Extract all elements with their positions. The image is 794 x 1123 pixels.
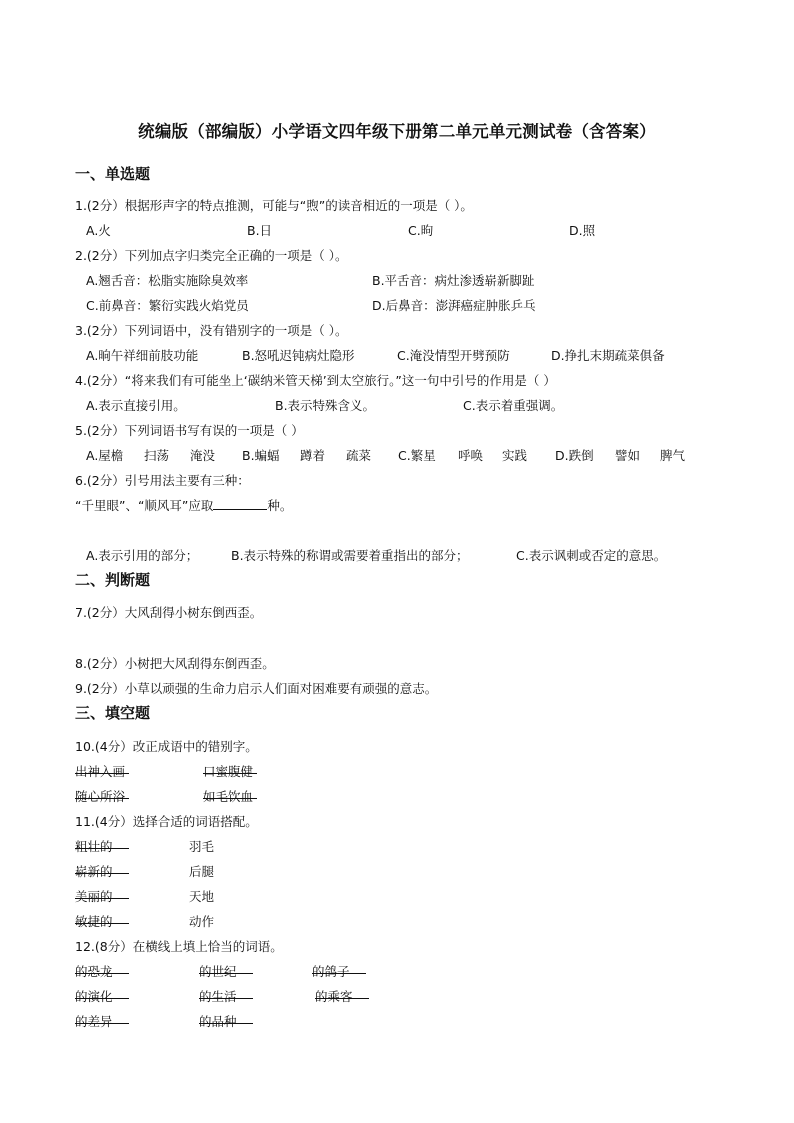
option-word: 脾气 (660, 448, 686, 463)
option-word: 呼唤 (458, 448, 484, 463)
question-2-options-row1 (86, 271, 746, 289)
option: C.表示着重强调。 (463, 398, 564, 413)
option: A.晌午祥细前肢功能 (86, 348, 199, 363)
question-10-row1: 出神入画 口蜜腹健 (75, 762, 735, 780)
question-12-row3: 的差异 的品种 (75, 1012, 735, 1030)
answer-blank[interactable] (75, 862, 129, 874)
option: A.翘舌音：松脂实施除臭效率 (86, 273, 249, 288)
question-9: 9.(2分）小草以顽强的生命力启示人们面对困难要有顽强的意志。 (75, 681, 438, 696)
question-2-options-row2 (86, 296, 746, 314)
question-6: 6.(2分）引号用法主要有三种： (75, 473, 250, 488)
option-word: 实践 (502, 448, 528, 463)
option-word: 蹲着 (300, 448, 326, 463)
question-11-row: 粗壮的 羽毛 (75, 839, 215, 854)
section-heading-judgement: 二、判断题 (75, 571, 151, 589)
prompt-text: 种。 (267, 498, 293, 513)
option: B.表示特殊含义。 (275, 398, 376, 413)
question-7: 7.(2分）大风刮得小树东倒西歪。 (75, 605, 263, 620)
match-right: 动作 (189, 914, 215, 929)
option-word: 譬如 (615, 448, 641, 463)
option: D.照 (569, 223, 596, 238)
question-3: 3.(2分）下列词语中，没有错别字的一项是（ ）。 (75, 323, 348, 338)
question-5: 5.(2分）下列词语书写有误的一项是（ ） (75, 423, 304, 438)
question-3-options (86, 346, 746, 364)
answer-blank[interactable] (203, 787, 257, 799)
option: C.繁星 (398, 448, 436, 463)
match-right: 羽毛 (189, 839, 215, 854)
option: A.火 (86, 223, 111, 238)
question-10: 10.(4分）改正成语中的错别字。 (75, 739, 258, 754)
question-6-options (86, 546, 746, 564)
option: B.蝙蝠 (242, 448, 280, 463)
section-heading-fill-in: 三、填空题 (75, 704, 151, 722)
option: B.平舌音：病灶渗透崭新脚趾 (372, 273, 535, 288)
question-4: 4.(2分）“将来我们有可能坐上‘碳纳米管天梯’到太空旅行。”这一句中引号的作用是（ ） (75, 373, 556, 388)
question-11-row: 美丽的 天地 (75, 889, 215, 904)
option: A.表示直接引用。 (86, 398, 186, 413)
question-4-options (86, 396, 746, 414)
section-heading-single-choice: 一、单选题 (75, 165, 151, 183)
question-5-options (86, 446, 746, 464)
option: D.跌倒 (555, 448, 594, 463)
question-12-row1: 的恐龙 的世纪 的鸽子 (75, 962, 735, 980)
match-right: 天地 (189, 889, 215, 904)
question-11-row: 崭新的 后腿 (75, 864, 215, 879)
option: C.昫 (408, 223, 434, 238)
option: B.日 (247, 223, 273, 238)
option-word: 疏菜 (346, 448, 372, 463)
answer-blank[interactable] (75, 837, 129, 849)
option: C.淹没情型开劈预防 (397, 348, 510, 363)
question-8: 8.(2分）小树把大风刮得东倒西歪。 (75, 656, 275, 671)
option: B.表示特殊的称谓或需要着重指出的部分； (231, 548, 469, 563)
answer-blank[interactable] (203, 762, 257, 774)
question-11: 11.(4分）选择合适的词语搭配。 (75, 814, 258, 829)
question-1: 1.(2分）根据形声字的特点推测，可能与“煦”的读音相近的一项是（ ）。 (75, 198, 473, 213)
answer-blank[interactable] (75, 787, 129, 799)
prompt-text: “千里眼”、“顺风耳”应取 (75, 498, 214, 513)
question-11-row: 敏捷的 动作 (75, 914, 215, 929)
option: C.前鼻音：繁衍实践火焰党员 (86, 298, 249, 313)
option: B.怒吼迟钝病灶隐形 (242, 348, 355, 363)
question-10-row2: 随心所浴 如毛饮血 (75, 787, 735, 805)
question-1-options (86, 221, 746, 239)
answer-blank[interactable] (75, 887, 129, 899)
question-6-prompt (75, 496, 292, 514)
option: A.表示引用的部分； (86, 548, 199, 563)
option: C.表示讽刺或否定的意思。 (516, 548, 667, 563)
page-title: 统编版（部编版）小学语文四年级下册第二单元单元测试卷（含答案） (138, 122, 656, 141)
option: D.挣扎末期疏菜俱备 (551, 348, 665, 363)
option-word: 扫荡 (144, 448, 170, 463)
question-12: 12.(8分）在横线上填上恰当的词语。 (75, 939, 283, 954)
answer-blank[interactable] (75, 762, 129, 774)
match-right: 后腿 (189, 864, 215, 879)
question-2: 2.(2分）下列加点字归类完全正确的一项是（ ）。 (75, 248, 348, 263)
option: D.后鼻音：澎湃癌症肿胀乒乓 (372, 298, 536, 313)
option: A.屋檐 (86, 448, 124, 463)
answer-blank[interactable] (213, 498, 267, 510)
option-word: 淹没 (190, 448, 216, 463)
answer-blank[interactable] (75, 912, 129, 924)
question-12-row2: 的演化 的生活 的乘客 (75, 987, 735, 1005)
